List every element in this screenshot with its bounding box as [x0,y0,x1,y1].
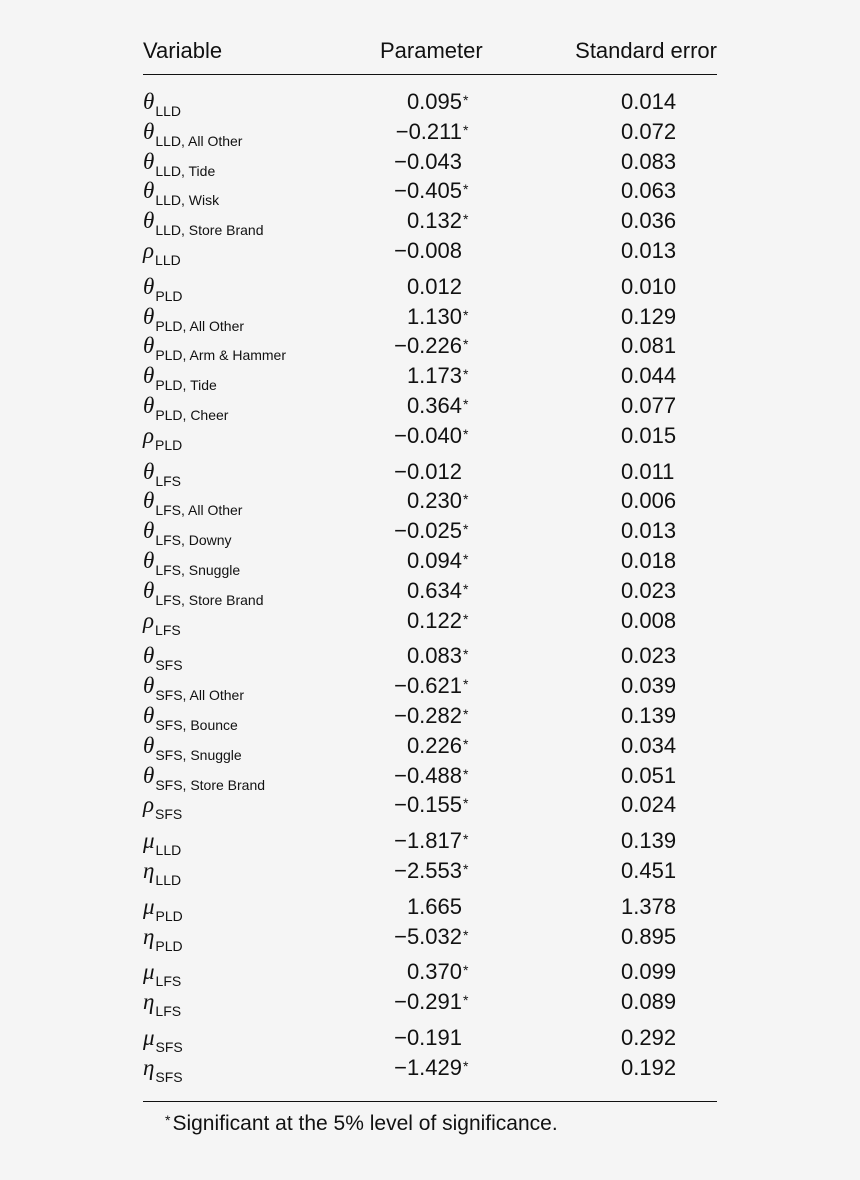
parameter-cell [388,87,488,120]
row-group [143,826,717,886]
table-row [143,516,717,549]
significance-mark: * [463,962,469,979]
variable-cell [143,957,181,990]
variable-cell [143,302,244,335]
variable-subscript: LLD [155,251,181,268]
row-group [143,641,717,823]
table-row [143,761,717,791]
variable-cell [143,486,242,519]
parameter-value: 0.095 [406,89,462,114]
parameter-value: 0.370 [406,959,462,985]
row-group [143,957,717,1020]
variable-cell [143,892,183,925]
variable-symbol: θ [143,333,155,359]
standard-error-value: 0.451 [621,857,677,883]
parameter-value: 0.094 [406,547,462,573]
variable-subscript: LLD, Wisk [155,192,220,209]
variable-subscript: LFS [155,621,181,638]
significance-mark: * [463,765,469,782]
variable-cell [143,1053,183,1086]
table-row [143,826,717,859]
parameter-value: −0.025 [394,518,462,544]
significance-mark: * [463,491,469,508]
standard-error-value: 0.895 [621,923,677,949]
row-group [143,457,717,636]
table-row [143,391,717,421]
parameter-table [143,30,717,1102]
variable-symbol: θ [143,303,155,329]
header-standard-error: Standard error [575,38,717,63]
table-row [143,641,717,674]
variable-cell [143,671,244,704]
variable-subscript: SFS [155,1068,183,1085]
variable-symbol: ρ [143,607,155,633]
parameter-cell [388,671,488,704]
parameter-cell [388,856,488,889]
variable-subscript: PLD [155,436,183,453]
parameter-cell [388,457,488,490]
parameter-value: 0.132 [406,208,462,234]
standard-error-value: 0.011 [621,458,675,484]
variable-symbol: θ [143,732,155,758]
variable-cell [143,87,181,120]
variable-symbol: μ [143,893,155,919]
parameter-cell [388,701,488,734]
significance-mark: * [463,705,469,722]
table-row [143,117,717,147]
standard-error-value: 0.039 [621,673,677,699]
standard-error-value: 0.081 [621,333,677,359]
parameter-cell [388,546,488,579]
standard-error-value: 0.139 [621,702,677,728]
parameter-value: 0.364 [406,392,462,418]
parameter-value: −0.282 [394,702,462,728]
significance-mark: * [463,795,469,812]
table-row [143,457,717,487]
variable-subscript: LLD, Tide [155,162,216,179]
variable-cell [143,1023,183,1056]
table-row [143,922,717,952]
variable-symbol: θ [143,547,155,573]
parameter-cell [388,922,488,955]
parameter-cell [388,302,488,335]
variable-subscript: SFS [155,806,183,823]
standard-error-value: 0.192 [621,1054,677,1080]
variable-cell [143,516,232,549]
standard-error-value: 1.378 [621,893,677,919]
standard-error-value: 0.089 [621,989,677,1015]
footnote-mark: * [165,1112,171,1128]
variable-subscript: PLD, Tide [155,377,217,394]
parameter-value: −0.008 [394,237,462,263]
variable-subscript: LLD [155,871,182,888]
table-row [143,331,717,364]
parameter-value: −0.040 [394,422,462,448]
variable-symbol: θ [143,488,155,514]
row-group [143,1023,717,1083]
significance-mark: * [463,336,469,353]
variable-subscript: LLD, Store Brand [155,222,264,239]
standard-error-value: 0.018 [621,547,677,573]
variable-symbol: θ [143,118,155,144]
variable-symbol: θ [143,643,155,669]
row-group [143,272,717,451]
parameter-value: −0.012 [394,458,462,484]
variable-symbol: η [143,923,155,949]
table-row [143,1023,717,1053]
significance-mark: * [463,926,469,943]
standard-error-value: 0.099 [621,959,677,985]
variable-subscript: SFS, Snuggle [155,746,242,763]
variable-symbol: θ [143,148,155,174]
parameter-value: 0.083 [406,643,462,669]
variable-subscript: LFS, Downy [155,532,232,549]
standard-error-value: 0.008 [621,607,677,633]
significance-mark: * [463,1057,469,1074]
variable-cell [143,761,265,794]
significance-mark: * [463,121,469,138]
variable-symbol: θ [143,518,155,544]
table-row [143,987,717,1020]
variable-symbol: θ [143,208,155,234]
table-body [143,75,717,1097]
parameter-cell [388,516,488,549]
standard-error-value: 0.139 [621,828,677,854]
variable-symbol: θ [143,178,155,204]
standard-error-value: 0.072 [621,118,677,144]
parameter-cell [388,790,488,823]
standard-error-value: 0.034 [621,732,677,758]
table-row [143,856,717,886]
variable-symbol: θ [143,673,155,699]
variable-cell [143,546,240,579]
variable-cell [143,421,182,454]
parameter-cell [388,272,488,305]
standard-error-value: 0.024 [621,792,677,818]
footnote-text: Significant at the 5% level of significance. [172,1112,558,1135]
significance-mark: * [463,211,469,228]
significance-mark: * [463,521,469,538]
header-parameter: Parameter [380,38,483,63]
significance-mark: * [463,646,469,663]
variable-cell [143,701,238,734]
parameter-value: −2.553 [394,857,462,883]
table-row [143,606,717,636]
significance-mark: * [463,550,469,567]
parameter-value: −1.429 [394,1054,462,1080]
standard-error-value: 0.036 [621,208,677,234]
variable-subscript: LFS [155,1003,182,1020]
variable-subscript: LFS, Store Brand [155,591,264,608]
table-row [143,576,717,606]
standard-error-value: 0.129 [621,303,677,329]
standard-error-value: 0.015 [621,422,677,448]
significance-mark: * [463,306,469,323]
variable-cell [143,331,286,364]
significance-mark: * [463,610,469,627]
table-row [143,546,717,576]
variable-cell [143,272,183,305]
parameter-cell [388,1023,488,1056]
significance-mark: * [463,92,469,108]
variable-symbol: θ [143,392,155,418]
variable-cell [143,236,181,269]
variable-cell [143,206,263,239]
variable-cell [143,606,181,639]
variable-cell [143,987,181,1020]
variable-symbol: θ [143,273,155,299]
parameter-value: 0.230 [406,488,462,514]
variable-symbol: η [143,857,155,883]
table-row [143,701,717,731]
variable-cell [143,361,217,394]
variable-symbol: θ [143,762,155,788]
parameter-cell [388,957,488,990]
parameter-value: −0.155 [394,792,462,818]
significance-mark: * [463,395,469,412]
significance-mark: * [463,366,469,383]
variable-subscript: SFS, Store Brand [155,776,266,793]
parameter-value: −0.043 [394,148,462,174]
parameter-value: 1.173 [406,363,462,389]
table-row [143,361,717,394]
standard-error-value: 0.044 [621,363,677,389]
variable-cell [143,790,182,823]
significance-mark: * [463,425,469,442]
variable-cell [143,856,181,889]
variable-subscript: LFS, All Other [155,502,243,519]
variable-cell [143,457,181,490]
variable-symbol: θ [143,702,155,728]
variable-symbol: θ [143,458,155,484]
variable-symbol: ρ [143,237,155,263]
variable-symbol: ρ [143,422,155,448]
standard-error-value: 0.023 [621,577,677,603]
significance-mark: * [463,181,469,198]
parameter-cell [388,361,488,394]
table-row [143,1053,717,1083]
variable-symbol: η [143,989,155,1015]
standard-error-value: 0.083 [621,148,677,174]
parameter-value: 0.634 [406,577,462,603]
significance-mark: * [463,580,469,597]
standard-error-value: 0.063 [621,178,677,204]
parameter-value: −0.621 [394,673,462,699]
variable-subscript: SFS, All Other [155,687,245,704]
variable-cell [143,147,215,180]
significance-mark: * [463,676,469,693]
parameter-value: 1.665 [406,893,462,919]
variable-symbol: η [143,1054,155,1080]
parameter-cell [388,391,488,424]
parameter-cell [388,176,488,209]
standard-error-value: 0.292 [621,1024,677,1050]
table-row [143,272,717,302]
variable-cell [143,391,228,424]
table-row [143,486,717,519]
parameter-cell [388,1053,488,1086]
standard-error-value: 0.077 [621,392,677,418]
parameter-cell [388,987,488,1020]
variable-cell [143,641,183,674]
table-row [143,147,717,177]
table-row [143,790,717,823]
variable-subscript: PLD [155,287,183,304]
variable-subscript: LLD [155,842,182,859]
parameter-value: −1.817 [394,828,462,854]
variable-subscript: PLD [155,907,183,924]
parameter-cell [388,731,488,764]
significance-mark: * [463,735,469,752]
parameter-cell [388,236,488,269]
table-row [143,87,717,117]
significance-mark: * [463,831,469,848]
parameter-cell [388,761,488,794]
standard-error-value: 0.006 [621,488,677,514]
variable-cell [143,117,242,150]
parameter-value: −0.191 [394,1024,462,1050]
footnote [165,1112,558,1136]
variable-subscript: LFS, Snuggle [155,561,241,578]
parameter-cell [388,206,488,239]
table-row [143,236,717,266]
table-row [143,731,717,761]
table-row [143,421,717,451]
variable-subscript: SFS, Bounce [155,716,238,733]
variable-symbol: μ [143,1024,155,1050]
parameter-cell [388,641,488,674]
parameter-value: 0.122 [406,607,462,633]
parameter-value: −0.226 [394,333,462,359]
parameter-value: 0.226 [406,732,462,758]
row-group [143,892,717,952]
variable-symbol: θ [143,363,155,389]
variable-subscript: PLD, Cheer [155,406,229,423]
standard-error-value: 0.023 [621,643,677,669]
standard-error-value: 0.051 [621,762,677,788]
table-row [143,302,717,332]
variable-subscript: LFS [155,973,182,990]
significance-mark: * [463,992,469,1009]
variable-symbol: μ [143,828,155,854]
table-row [143,176,717,209]
table-bottom-rule [143,1101,717,1102]
standard-error-value: 0.014 [621,89,677,114]
parameter-cell [388,421,488,454]
variable-subscript: SFS [155,1038,183,1055]
variable-cell [143,826,181,859]
parameter-value: −0.211 [395,118,462,144]
parameter-value: −0.488 [394,762,462,788]
parameter-cell [388,576,488,609]
table-row [143,671,717,704]
header-variable: Variable [143,38,223,63]
variable-subscript: PLD, All Other [155,317,245,334]
table-header [143,30,717,75]
significance-mark: * [463,860,469,877]
parameter-cell [388,606,488,639]
parameter-value: 1.130 [406,303,462,329]
standard-error-value: 0.013 [621,237,677,263]
variable-subscript: SFS [155,657,183,674]
standard-error-value: 0.013 [621,518,677,544]
table-row [143,957,717,990]
parameter-cell [388,486,488,519]
parameter-cell [388,117,488,150]
variable-symbol: θ [143,577,155,603]
variable-symbol: θ [143,89,155,114]
table-row [143,892,717,922]
parameter-value: −0.291 [394,989,462,1015]
variable-symbol: ρ [143,792,155,818]
variable-subscript: PLD [155,937,183,954]
parameter-value: −5.032 [394,923,462,949]
parameter-value: 0.012 [406,273,462,299]
variable-cell [143,176,219,209]
table-row [143,206,717,239]
variable-subscript: LLD, All Other [155,132,243,149]
parameter-cell [388,826,488,859]
variable-subscript: PLD, Arm & Hammer [155,347,287,364]
variable-subscript: LFS [155,472,181,489]
variable-subscript: LLD [155,103,181,119]
parameter-cell [388,147,488,180]
parameter-cell [388,331,488,364]
row-group [143,87,717,266]
variable-cell [143,731,242,764]
standard-error-value: 0.010 [621,273,677,299]
parameter-value: −0.405 [394,178,462,204]
variable-symbol: μ [143,959,155,985]
variable-cell [143,922,183,955]
variable-cell [143,576,263,609]
parameter-cell [388,892,488,925]
